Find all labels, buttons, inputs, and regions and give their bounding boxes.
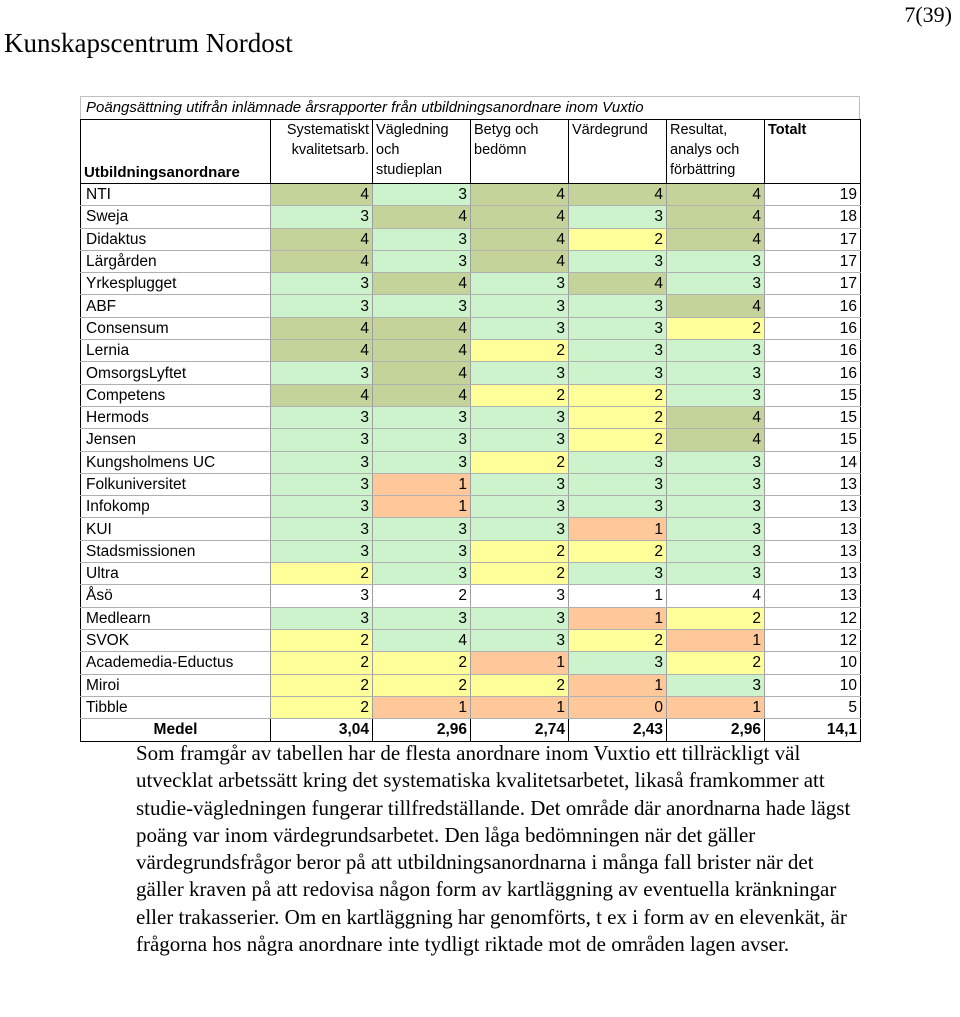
score-cell: 3: [471, 585, 569, 607]
score-cell: 3: [271, 295, 373, 317]
average-cell: 2,74: [471, 719, 569, 742]
score-cell: 4: [667, 228, 765, 250]
score-cell: 2: [471, 563, 569, 585]
score-cell: 2: [667, 652, 765, 674]
table-row: [81, 540, 861, 562]
score-cell: 3: [471, 295, 569, 317]
score-cell: 3: [667, 384, 765, 406]
total-cell: 16: [765, 295, 861, 317]
table-row: [81, 384, 861, 406]
provider-name: Competens: [81, 384, 271, 406]
score-cell: 3: [271, 206, 373, 228]
provider-name: Stadsmissionen: [81, 540, 271, 562]
table-row: [81, 674, 861, 696]
score-cell: 4: [471, 250, 569, 272]
score-cell: 4: [569, 184, 667, 206]
total-cell: 13: [765, 518, 861, 540]
score-cell: 3: [471, 406, 569, 428]
score-cell: 2: [471, 451, 569, 473]
score-cell: 1: [471, 696, 569, 718]
average-label: Medel: [81, 719, 271, 742]
score-cell: 2: [271, 629, 373, 651]
average-cell: 2,96: [667, 719, 765, 742]
provider-name: Lernia: [81, 340, 271, 362]
score-cell: 4: [667, 406, 765, 428]
score-cell: 3: [373, 429, 471, 451]
page-number: 7(39): [904, 2, 952, 27]
provider-name: Folkuniversitet: [81, 473, 271, 495]
score-cell: 3: [569, 295, 667, 317]
score-cell: 3: [569, 317, 667, 339]
provider-name: Yrkesplugget: [81, 273, 271, 295]
score-cell: 3: [471, 429, 569, 451]
score-cell: 3: [569, 563, 667, 585]
total-cell: 17: [765, 250, 861, 272]
score-cell: 2: [471, 674, 569, 696]
header-row: [81, 120, 861, 184]
score-cell: 3: [373, 563, 471, 585]
total-cell: 15: [765, 406, 861, 428]
score-cell: 2: [667, 317, 765, 339]
score-cell: 4: [373, 317, 471, 339]
provider-name: Tibble: [81, 696, 271, 718]
score-cell: 2: [471, 384, 569, 406]
score-cell: 3: [373, 295, 471, 317]
score-cell: 1: [569, 518, 667, 540]
score-cell: 3: [569, 206, 667, 228]
score-cell: 4: [373, 206, 471, 228]
score-cell: 3: [667, 518, 765, 540]
score-cell: 4: [271, 228, 373, 250]
score-cell: 2: [569, 540, 667, 562]
score-cell: 3: [373, 228, 471, 250]
score-cell: 4: [471, 206, 569, 228]
header-betyg: Betyg och bedömn: [471, 120, 569, 184]
score-cell: 3: [271, 585, 373, 607]
score-cell: 3: [569, 362, 667, 384]
total-cell: 10: [765, 652, 861, 674]
table-row: [81, 473, 861, 495]
score-cell: 4: [667, 585, 765, 607]
score-table: [80, 119, 861, 742]
header-resultat: Resultat, analys och förbättring: [667, 120, 765, 184]
table-row: [81, 607, 861, 629]
score-cell: 2: [569, 429, 667, 451]
score-cell: 4: [373, 362, 471, 384]
provider-name: Jensen: [81, 429, 271, 451]
table-row: [81, 228, 861, 250]
provider-name: Academedia-Eductus: [81, 652, 271, 674]
table-row: [81, 184, 861, 206]
score-cell: 3: [271, 429, 373, 451]
score-cell: 3: [373, 518, 471, 540]
provider-name: KUI: [81, 518, 271, 540]
total-cell: 18: [765, 206, 861, 228]
score-cell: 1: [569, 607, 667, 629]
score-cell: 2: [373, 585, 471, 607]
table-row: [81, 585, 861, 607]
score-cell: 4: [271, 317, 373, 339]
score-cell: 2: [471, 340, 569, 362]
score-cell: 4: [271, 384, 373, 406]
score-cell: 4: [271, 340, 373, 362]
score-cell: 3: [271, 273, 373, 295]
score-cell: 4: [667, 295, 765, 317]
table-row: [81, 317, 861, 339]
score-cell: 3: [373, 607, 471, 629]
total-cell: 12: [765, 629, 861, 651]
average-cell: 2,43: [569, 719, 667, 742]
score-cell: 2: [373, 674, 471, 696]
score-cell: 2: [271, 652, 373, 674]
average-cell: 3,04: [271, 719, 373, 742]
total-cell: 13: [765, 585, 861, 607]
total-cell: 10: [765, 674, 861, 696]
table-row: [81, 696, 861, 718]
table-row: [81, 518, 861, 540]
score-cell: 3: [471, 496, 569, 518]
score-cell: 3: [373, 250, 471, 272]
provider-name: Infokomp: [81, 496, 271, 518]
header-vagledning: Vägledning och studieplan: [373, 120, 471, 184]
score-cell: 3: [471, 629, 569, 651]
total-cell: 17: [765, 273, 861, 295]
score-cell: 1: [373, 696, 471, 718]
score-cell: 3: [271, 473, 373, 495]
provider-name: Lärgården: [81, 250, 271, 272]
table-row: [81, 629, 861, 651]
score-cell: 1: [569, 585, 667, 607]
score-cell: 3: [667, 362, 765, 384]
score-cell: 2: [271, 696, 373, 718]
total-cell: 16: [765, 317, 861, 339]
total-cell: 16: [765, 340, 861, 362]
provider-name: ABF: [81, 295, 271, 317]
score-cell: 1: [667, 629, 765, 651]
provider-name: Sweja: [81, 206, 271, 228]
provider-name: Hermods: [81, 406, 271, 428]
score-cell: 4: [373, 629, 471, 651]
provider-name: Kungsholmens UC: [81, 451, 271, 473]
table-row: [81, 273, 861, 295]
score-cell: 3: [569, 496, 667, 518]
score-cell: 3: [471, 362, 569, 384]
table-row: [81, 406, 861, 428]
provider-name: Miroi: [81, 674, 271, 696]
provider-name: Åsö: [81, 585, 271, 607]
score-cell: 4: [373, 384, 471, 406]
score-cell: 2: [271, 563, 373, 585]
score-cell: 3: [667, 473, 765, 495]
page-title: Kunskapscentrum Nordost: [4, 28, 293, 58]
score-cell: 2: [667, 607, 765, 629]
score-cell: 3: [271, 362, 373, 384]
score-cell: 3: [373, 451, 471, 473]
table-row: [81, 362, 861, 384]
score-cell: 4: [373, 273, 471, 295]
score-cell: 3: [667, 496, 765, 518]
header-totalt: Totalt: [765, 120, 861, 184]
score-cell: 3: [667, 250, 765, 272]
total-cell: 15: [765, 429, 861, 451]
body-paragraph: Som framgår av tabellen har de flesta anordnare inom Vuxtio ett tillräckligt väl utvecklat arbetssätt kring det systematiska kvalitetsarbetet, likaså framkommer att studie-vägledningen fungerar tillfredställande. Det område där anordnarna hade lägst poäng var inom värdegrundsarbetet. Den låga bedömningen när det gäller värdegrundsfrågor beror på att utbildningsanordnarna i många fall brister när det gäller kraven på att redovisa någon form av kartläggning av eventuella kränkningar eller trakasserier. Om en kartläggning har genomförts, t ex i form av en elevenkät, är frågorna hos några anordnare inte tydligt riktade mot de områden lagen avser.: [136, 741, 851, 957]
score-cell: 3: [373, 406, 471, 428]
score-cell: 3: [271, 518, 373, 540]
score-cell: 3: [569, 652, 667, 674]
score-cell: 4: [667, 206, 765, 228]
score-cell: 4: [667, 184, 765, 206]
score-cell: 2: [471, 540, 569, 562]
score-cell: 3: [471, 273, 569, 295]
table-caption: Poängsättning utifrån inlämnade årsrapporter från utbildningsanordnare inom Vuxtio: [80, 96, 860, 119]
score-table-container: [80, 96, 860, 742]
table-row: [81, 206, 861, 228]
table-row: [81, 563, 861, 585]
provider-name: OmsorgsLyftet: [81, 362, 271, 384]
provider-name: Ultra: [81, 563, 271, 585]
header-provider: Utbildningsanordnare: [81, 120, 271, 184]
table-row: [81, 496, 861, 518]
score-cell: 3: [569, 451, 667, 473]
provider-name: SVOK: [81, 629, 271, 651]
table-row: [81, 250, 861, 272]
score-cell: 3: [271, 496, 373, 518]
average-cell: 2,96: [373, 719, 471, 742]
score-cell: 3: [271, 451, 373, 473]
score-cell: 3: [471, 518, 569, 540]
score-cell: 1: [569, 674, 667, 696]
score-cell: 3: [569, 340, 667, 362]
score-cell: 3: [569, 250, 667, 272]
score-cell: 3: [271, 607, 373, 629]
score-cell: 4: [569, 273, 667, 295]
total-cell: 17: [765, 228, 861, 250]
total-cell: 13: [765, 563, 861, 585]
score-cell: 0: [569, 696, 667, 718]
total-cell: 19: [765, 184, 861, 206]
provider-name: NTI: [81, 184, 271, 206]
table-row: [81, 652, 861, 674]
score-cell: 2: [569, 228, 667, 250]
table-row: [81, 429, 861, 451]
score-cell: 1: [471, 652, 569, 674]
score-cell: 4: [271, 184, 373, 206]
score-cell: 3: [667, 340, 765, 362]
score-cell: 3: [471, 607, 569, 629]
score-cell: 2: [569, 406, 667, 428]
average-row: [81, 719, 861, 742]
provider-name: Consensum: [81, 317, 271, 339]
score-cell: 3: [667, 540, 765, 562]
provider-name: Didaktus: [81, 228, 271, 250]
score-cell: 3: [271, 406, 373, 428]
score-cell: 3: [667, 674, 765, 696]
score-cell: 4: [271, 250, 373, 272]
score-cell: 2: [569, 629, 667, 651]
score-cell: 3: [667, 273, 765, 295]
score-cell: 3: [373, 540, 471, 562]
total-cell: 16: [765, 362, 861, 384]
score-cell: 2: [271, 674, 373, 696]
table-row: [81, 295, 861, 317]
score-cell: 4: [471, 184, 569, 206]
table-row: [81, 451, 861, 473]
header-vardegrund: Värdegrund: [569, 120, 667, 184]
score-cell: 3: [271, 540, 373, 562]
total-cell: 13: [765, 496, 861, 518]
total-cell: 14: [765, 451, 861, 473]
score-cell: 4: [471, 228, 569, 250]
score-cell: 3: [373, 184, 471, 206]
score-cell: 3: [667, 451, 765, 473]
total-cell: 5: [765, 696, 861, 718]
table-row: [81, 340, 861, 362]
average-cell: 14,1: [765, 719, 861, 742]
score-cell: 4: [373, 340, 471, 362]
score-cell: 1: [667, 696, 765, 718]
score-cell: 1: [373, 473, 471, 495]
total-cell: 13: [765, 473, 861, 495]
score-cell: 2: [373, 652, 471, 674]
score-cell: 4: [667, 429, 765, 451]
score-cell: 2: [569, 384, 667, 406]
score-cell: 1: [373, 496, 471, 518]
score-cell: 3: [667, 563, 765, 585]
provider-name: Medlearn: [81, 607, 271, 629]
header-systematiskt: Systematiskt kvalitetsarb.: [271, 120, 373, 184]
total-cell: 15: [765, 384, 861, 406]
score-cell: 3: [569, 473, 667, 495]
total-cell: 12: [765, 607, 861, 629]
total-cell: 13: [765, 540, 861, 562]
score-cell: 3: [471, 317, 569, 339]
score-cell: 3: [471, 473, 569, 495]
